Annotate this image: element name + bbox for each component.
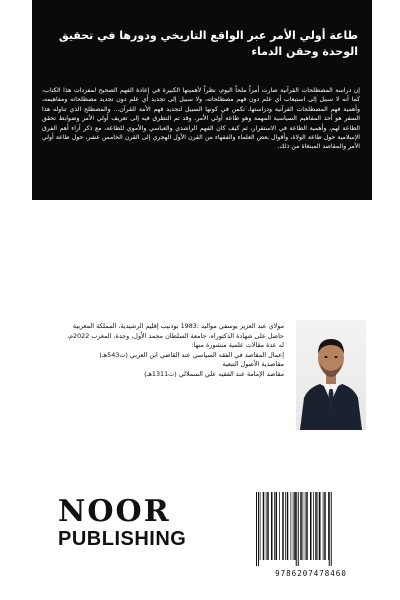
isbn-number: 9786207478460 (275, 569, 347, 578)
publisher-logo (58, 494, 187, 550)
author-portrait-image (296, 320, 366, 430)
publisher-logo-line1: NOOR (58, 494, 171, 529)
author-biography (66, 322, 284, 380)
isbn-barcode (250, 490, 372, 568)
article-item: مقاصد الإمامة عند الفقيه علي السملالي (ت1311هـ) (144, 369, 284, 378)
author-bio-text: مولاي عبد العزيز يوسفي مواليد :1983 بوذنيب إقليم الرشيدية، المملكة المغربية حاصل على شهادة الدكتوراه، جامعة السلطان محمد الأول، وجدة، المغرب 2022م، له عدة مقالات علمية منشورة منها: (67, 322, 284, 350)
book-title: طاعة أولي الأمر عبر الواقع التاريخي ودورها في تحقيق الوحدة وحقن الدماء (58, 29, 358, 58)
book-description: إن دراسة المصطلحات القرآنية صارت أمراً ملحاً اليوم، نظراً لأهميتها الكبيرة في إعادة الفهم الصحيح لمفردات هذا الكتاب، كما أنه لا سبيل إلى استيعاب أي علم دون فهم مصطلحاته، ولا سبيل إلى تجديد أي علم دون تجديد مصطلحاته ومفاهيمه، وأهمية فهم المصطلحات القرآنية ودراستها، تكمن في كونها السبيل لتجديد فهم الأمة للقرآن... والمصطلح الذي تناوله هذا السفر هو أحد المفاهيم السياسية المهمة وهو طاعة أولي الأمر، وقد تم التطرق فيه إلى تعريف أولي الأمر وضوابط تحقق الطاعة لهم، وأهمية الطاعة في الاستقرار، ثم كيف كان الفهم الراشدي والعباسي والأموي للطاعة، مع ذكر آراء أهم الفرق الإسلامية حول طاعة الولاة، وأقوال بعض العلماء والفقهاء من القرن الأول الهجري إلى القرن الخامس عشر، حول طاعة أولي الأمر والمقاصد المبتغاة من ذلك. (42, 87, 360, 151)
article-item: إعمال المقاصد في الفقه السياسي عند القاضي ابن العربي (ت543هـ) (99, 350, 284, 359)
article-item: مقاصدية الأصول التبعية (222, 360, 284, 369)
author-photo (296, 320, 366, 430)
publisher-logo-line2: PUBLISHING (58, 528, 187, 550)
